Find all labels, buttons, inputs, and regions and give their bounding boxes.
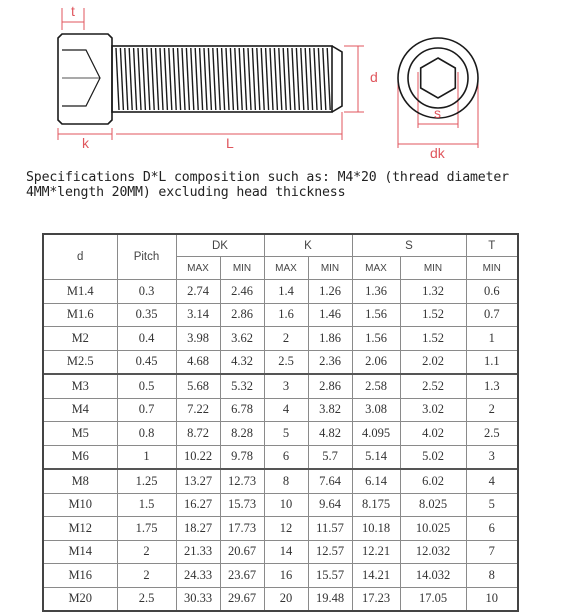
header-dk: DK	[176, 234, 264, 257]
table-row	[43, 374, 518, 398]
header-min: MIN	[400, 257, 466, 280]
cell-dk-max: 5.68	[176, 374, 220, 398]
table-row	[43, 445, 518, 469]
cell-pitch: 1.5	[117, 493, 176, 517]
thread-line	[182, 48, 185, 110]
cell-s-max: 6.14	[352, 469, 400, 493]
cell-k-min: 2.36	[308, 350, 352, 374]
thread-line	[200, 48, 203, 110]
cell-s-min: 12.032	[400, 540, 466, 564]
cell-t-min: 6	[466, 517, 518, 541]
table-row	[43, 350, 518, 374]
cell-d: M3	[43, 374, 117, 398]
cell-s-max: 12.21	[352, 540, 400, 564]
cell-pitch: 1.75	[117, 517, 176, 541]
cell-dk-min: 3.62	[220, 327, 264, 351]
hex-socket	[421, 58, 456, 98]
thread-line	[261, 48, 264, 110]
cell-t-min: 2.5	[466, 422, 518, 446]
cell-dk-min: 5.32	[220, 374, 264, 398]
cell-pitch: 1	[117, 445, 176, 469]
specification-note: Specifications D*L composition such as: M4*20 (thread diameter 4MM*length 20MM) excluding head thickness	[26, 170, 517, 200]
thread-line	[204, 48, 207, 110]
cell-d: M1.6	[43, 303, 117, 327]
cell-s-min: 6.02	[400, 469, 466, 493]
cell-s-max: 8.175	[352, 493, 400, 517]
cell-k-max: 2	[264, 327, 308, 351]
cell-s-max: 2.06	[352, 350, 400, 374]
header-min: MIN	[466, 257, 518, 280]
label-t: t	[71, 3, 75, 19]
screw-diagram	[0, 0, 580, 160]
dimension-table	[42, 233, 519, 612]
thread-line	[160, 48, 163, 110]
cell-t-min: 1.1	[466, 350, 518, 374]
label-k: k	[82, 135, 89, 151]
cell-pitch: 0.7	[117, 398, 176, 422]
cell-d: M16	[43, 564, 117, 588]
cell-t-min: 1	[466, 327, 518, 351]
cell-pitch: 0.35	[117, 303, 176, 327]
thread-line	[257, 48, 260, 110]
thread-line	[266, 48, 269, 110]
cell-s-min: 8.025	[400, 493, 466, 517]
header-d: d	[43, 234, 117, 280]
cell-dk-min: 17.73	[220, 517, 264, 541]
cell-dk-max: 3.98	[176, 327, 220, 351]
cell-k-max: 5	[264, 422, 308, 446]
cell-t-min: 0.6	[466, 280, 518, 304]
cell-pitch: 0.8	[117, 422, 176, 446]
cell-dk-max: 4.68	[176, 350, 220, 374]
cell-s-min: 14.032	[400, 564, 466, 588]
cell-s-max: 1.56	[352, 303, 400, 327]
cell-k-max: 10	[264, 493, 308, 517]
thread-line	[134, 48, 137, 110]
cell-s-max: 2.58	[352, 374, 400, 398]
label-d: d	[370, 69, 378, 85]
cell-d: M2.5	[43, 350, 117, 374]
cell-dk-min: 23.67	[220, 564, 264, 588]
cell-t-min: 5	[466, 493, 518, 517]
thread-line	[116, 48, 119, 110]
cell-k-max: 1.6	[264, 303, 308, 327]
cell-k-max: 16	[264, 564, 308, 588]
cell-d: M20	[43, 587, 117, 611]
cell-dk-min: 9.78	[220, 445, 264, 469]
thread-line	[125, 48, 128, 110]
cell-s-min: 3.02	[400, 398, 466, 422]
cell-k-min: 1.86	[308, 327, 352, 351]
thread-line	[270, 48, 273, 110]
thread-line	[244, 48, 247, 110]
thread-line	[230, 48, 233, 110]
cell-dk-min: 2.86	[220, 303, 264, 327]
cell-k-min: 4.82	[308, 422, 352, 446]
cell-dk-max: 10.22	[176, 445, 220, 469]
cell-k-max: 6	[264, 445, 308, 469]
thread-line	[164, 48, 167, 110]
cell-k-max: 4	[264, 398, 308, 422]
thread-line	[217, 48, 220, 110]
cell-pitch: 1.25	[117, 469, 176, 493]
cell-k-min: 11.57	[308, 517, 352, 541]
cell-k-max: 2.5	[264, 350, 308, 374]
cell-pitch: 0.45	[117, 350, 176, 374]
cell-t-min: 0.7	[466, 303, 518, 327]
cell-t-min: 3	[466, 445, 518, 469]
cell-s-min: 2.52	[400, 374, 466, 398]
cell-k-max: 12	[264, 517, 308, 541]
cell-dk-min: 15.73	[220, 493, 264, 517]
screw-head	[58, 34, 112, 124]
thread-line	[186, 48, 189, 110]
cell-s-max: 10.18	[352, 517, 400, 541]
thread-line	[310, 48, 313, 110]
thread-line	[138, 48, 141, 110]
thread-line	[318, 48, 321, 110]
cell-k-min: 12.57	[308, 540, 352, 564]
cell-dk-max: 7.22	[176, 398, 220, 422]
cell-t-min: 8	[466, 564, 518, 588]
cell-k-min: 9.64	[308, 493, 352, 517]
cell-k-max: 3	[264, 374, 308, 398]
head-inner-circle	[408, 48, 468, 108]
cell-t-min: 2	[466, 398, 518, 422]
header-min: MIN	[220, 257, 264, 280]
thread-line	[235, 48, 238, 110]
thread-line	[169, 48, 172, 110]
thread-line	[301, 48, 304, 110]
cell-dk-min: 6.78	[220, 398, 264, 422]
cell-d: M2	[43, 327, 117, 351]
cell-dk-max: 16.27	[176, 493, 220, 517]
label-dk: dk	[430, 145, 445, 160]
table-row	[43, 398, 518, 422]
cell-k-min: 1.46	[308, 303, 352, 327]
thread-line	[213, 48, 216, 110]
cell-s-max: 1.36	[352, 280, 400, 304]
cell-s-min: 4.02	[400, 422, 466, 446]
cell-k-max: 20	[264, 587, 308, 611]
cell-k-min: 7.64	[308, 469, 352, 493]
thread-line	[292, 48, 295, 110]
cell-pitch: 0.5	[117, 374, 176, 398]
thread-line	[327, 48, 330, 110]
cell-s-min: 1.32	[400, 280, 466, 304]
table-row	[43, 587, 518, 611]
header-max: MAX	[352, 257, 400, 280]
cell-dk-max: 21.33	[176, 540, 220, 564]
cell-pitch: 0.3	[117, 280, 176, 304]
thread-line	[129, 48, 132, 110]
header-s: S	[352, 234, 466, 257]
label-s: s	[434, 105, 441, 121]
thread-line	[274, 48, 277, 110]
thread-line	[120, 48, 123, 110]
cell-k-min: 5.7	[308, 445, 352, 469]
thread-line	[283, 48, 286, 110]
header-min: MIN	[308, 257, 352, 280]
cell-dk-min: 8.28	[220, 422, 264, 446]
table-row	[43, 564, 518, 588]
cell-s-min: 17.05	[400, 587, 466, 611]
cell-dk-min: 4.32	[220, 350, 264, 374]
cell-dk-max: 13.27	[176, 469, 220, 493]
thread-line	[156, 48, 159, 110]
cell-dk-min: 29.67	[220, 587, 264, 611]
cell-pitch: 2.5	[117, 587, 176, 611]
cell-s-max: 3.08	[352, 398, 400, 422]
cell-s-min: 2.02	[400, 350, 466, 374]
table-row	[43, 540, 518, 564]
cell-k-min: 1.26	[308, 280, 352, 304]
cell-dk-min: 12.73	[220, 469, 264, 493]
table-row	[43, 517, 518, 541]
thread-line	[222, 48, 225, 110]
thread-line	[191, 48, 194, 110]
cell-s-min: 5.02	[400, 445, 466, 469]
cell-pitch: 2	[117, 564, 176, 588]
header-max: MAX	[264, 257, 308, 280]
table-row	[43, 469, 518, 493]
table-row	[43, 280, 518, 304]
thread-line	[252, 48, 255, 110]
cell-dk-max: 18.27	[176, 517, 220, 541]
thread-line	[279, 48, 282, 110]
cell-k-min: 3.82	[308, 398, 352, 422]
cell-s-max: 17.23	[352, 587, 400, 611]
cell-dk-max: 3.14	[176, 303, 220, 327]
cell-s-min: 10.025	[400, 517, 466, 541]
header-pitch: Pitch	[117, 234, 176, 280]
thread-line	[288, 48, 291, 110]
cell-k-min: 15.57	[308, 564, 352, 588]
cell-d: M14	[43, 540, 117, 564]
cell-pitch: 2	[117, 540, 176, 564]
cell-dk-min: 2.46	[220, 280, 264, 304]
thread-line	[173, 48, 176, 110]
cell-k-max: 14	[264, 540, 308, 564]
table-row	[43, 303, 518, 327]
cell-d: M12	[43, 517, 117, 541]
cell-d: M8	[43, 469, 117, 493]
cell-k-min: 2.86	[308, 374, 352, 398]
thread-line	[208, 48, 211, 110]
thread-line	[195, 48, 198, 110]
cell-k-min: 19.48	[308, 587, 352, 611]
cell-d: M5	[43, 422, 117, 446]
thread-line	[323, 48, 326, 110]
label-L: L	[226, 135, 234, 151]
table-row	[43, 493, 518, 517]
cell-t-min: 10	[466, 587, 518, 611]
cell-t-min: 7	[466, 540, 518, 564]
thread-line	[248, 48, 251, 110]
cell-d: M10	[43, 493, 117, 517]
table-row	[43, 327, 518, 351]
cell-dk-max: 24.33	[176, 564, 220, 588]
cell-t-min: 1.3	[466, 374, 518, 398]
thread-line	[142, 48, 145, 110]
cell-d: M6	[43, 445, 117, 469]
cell-s-min: 1.52	[400, 303, 466, 327]
cell-dk-max: 30.33	[176, 587, 220, 611]
thread-line	[226, 48, 229, 110]
cell-dk-max: 8.72	[176, 422, 220, 446]
cell-dk-max: 2.74	[176, 280, 220, 304]
cell-d: M4	[43, 398, 117, 422]
cell-s-max: 1.56	[352, 327, 400, 351]
thread-line	[151, 48, 154, 110]
header-max: MAX	[176, 257, 220, 280]
cell-k-max: 8	[264, 469, 308, 493]
thread-line	[314, 48, 317, 110]
header-t: T	[466, 234, 518, 257]
cell-pitch: 0.4	[117, 327, 176, 351]
header-k: K	[264, 234, 352, 257]
cell-t-min: 4	[466, 469, 518, 493]
cell-dk-min: 20.67	[220, 540, 264, 564]
cell-s-max: 4.095	[352, 422, 400, 446]
cell-s-max: 14.21	[352, 564, 400, 588]
cell-s-min: 1.52	[400, 327, 466, 351]
thread-line	[178, 48, 181, 110]
thread-line	[147, 48, 150, 110]
thread-line	[296, 48, 299, 110]
thread-line	[305, 48, 308, 110]
cell-d: M1.4	[43, 280, 117, 304]
thread-line	[239, 48, 242, 110]
cell-k-max: 1.4	[264, 280, 308, 304]
cell-s-max: 5.14	[352, 445, 400, 469]
table-row	[43, 422, 518, 446]
